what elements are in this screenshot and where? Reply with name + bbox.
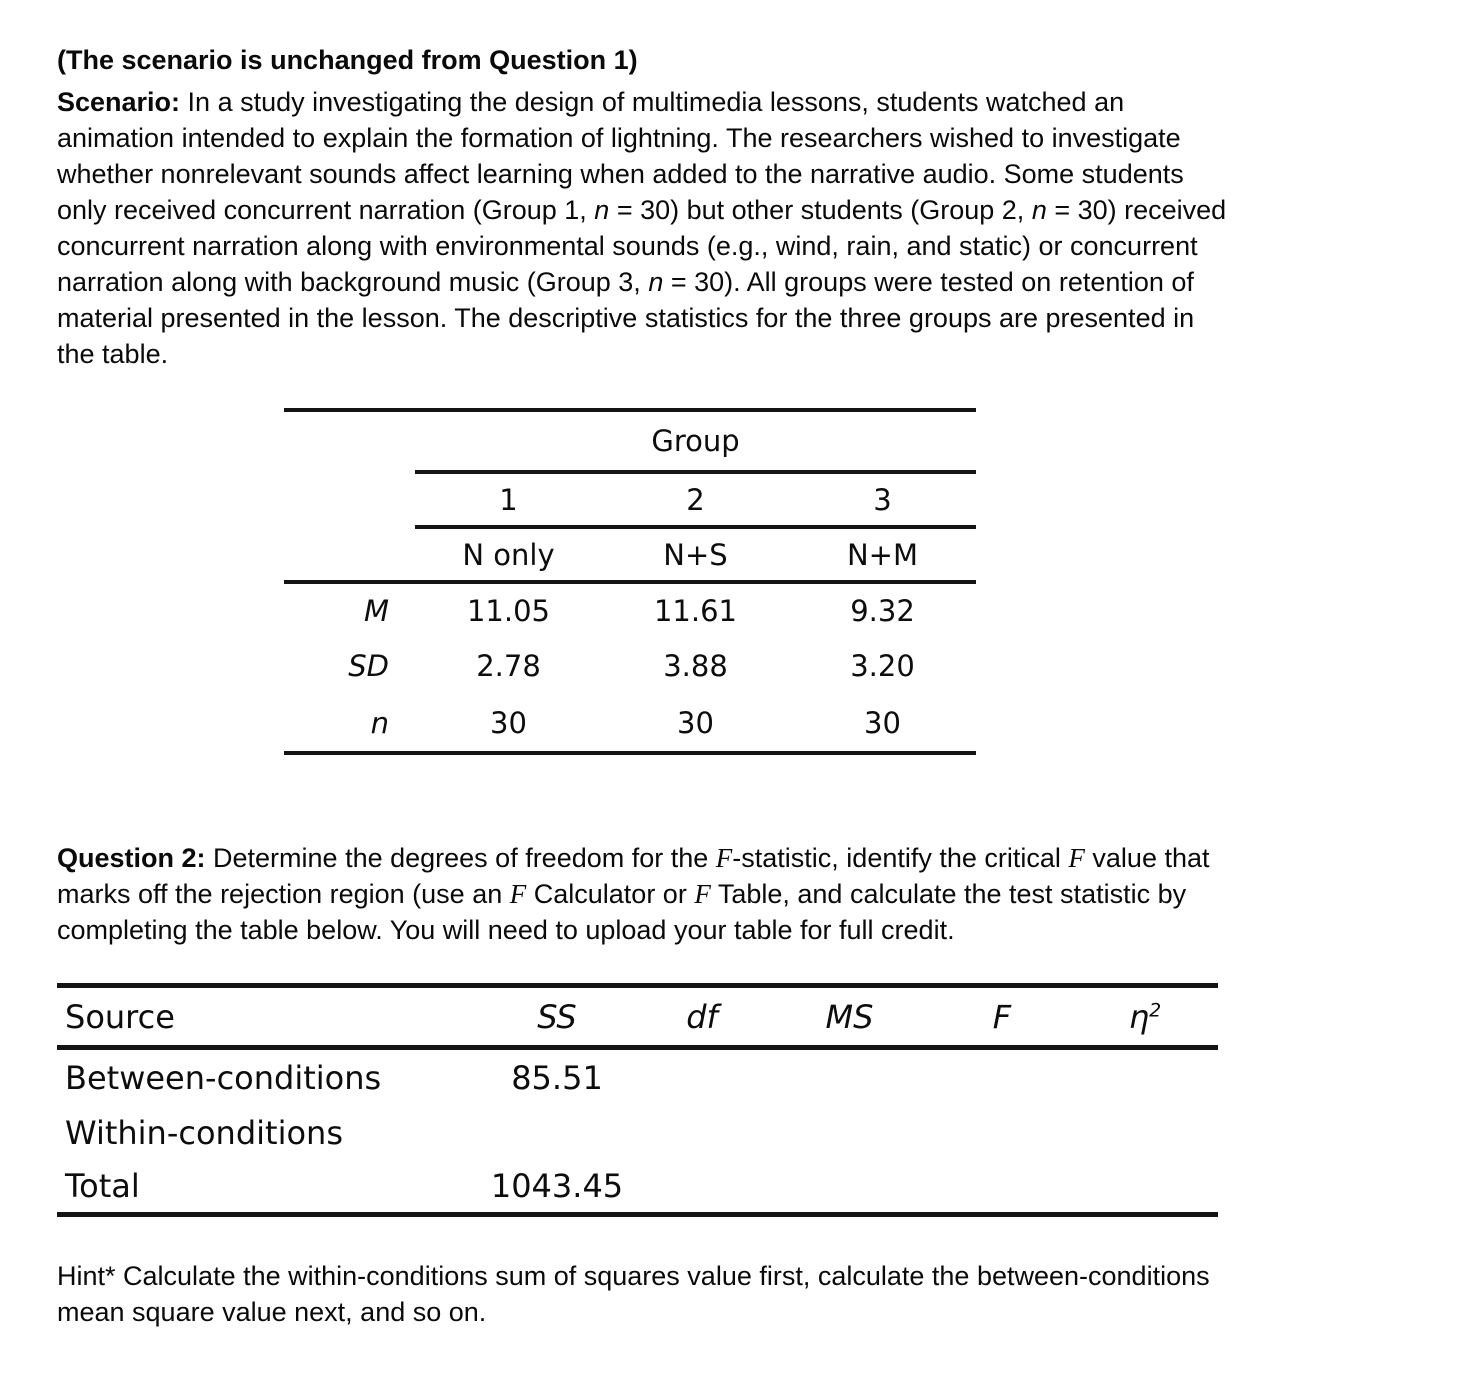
scenario-line: animation intended to explain the formation of lightning. The researchers wished to investigate [57,123,1181,153]
ss-cell: 1043.45 [490,1167,624,1205]
eta-symbol: η [1128,997,1150,1036]
table-row [284,695,976,751]
condition-label-row [284,529,976,580]
stat-label: n [370,706,389,740]
stat-value: 30 [677,706,714,740]
stat-value: 3.20 [850,649,915,683]
condition-label: N+S [663,537,728,572]
header-source: Source [65,997,175,1036]
header-eta-squared [1072,998,1218,1036]
condition-label: N only [462,537,555,572]
header-ss: SS [537,997,577,1036]
scenario-line: narration along with background music (Group 3, n = 30). All groups were tested on retention of [57,267,1194,297]
stat-value: 30 [864,706,901,740]
group-number-row [284,474,976,525]
stat-value: 30 [490,706,527,740]
scenario-line: Scenario: In a study investigating the design of multimedia lessons, students watched an [57,87,1125,117]
scenario-line: material presented in the lesson. The descriptive statistics for the three groups are presented in [57,303,1195,333]
table-group-header-row [284,412,976,470]
question-line: marks off the rejection region (use an F Calculator or F Table, and calculate the test statistic by [57,879,1187,909]
source-cell: Between-conditions [65,1058,382,1097]
stat-value: 3.88 [663,649,728,683]
stat-value: 11.61 [653,593,738,628]
scenario-note-heading: (The scenario is unchanged from Question 1) [57,45,638,75]
scenario-paragraph [57,84,1226,372]
question-line: completing the table below. You will need to upload your table for full credit. [57,915,955,945]
question-paragraph [57,840,1210,948]
condition-label: N+M [846,537,918,572]
anova-table [57,983,1218,1217]
header-df: df [686,997,718,1036]
group-number: 2 [686,482,705,517]
scenario-line: concurrent narration along with environmental sounds (e.g., wind, rain, and static) or concurrent [57,231,1198,261]
scenario-line: the table. [57,339,169,369]
ss-cell: 85.51 [511,1058,603,1097]
source-cell: Within-conditions [65,1113,343,1152]
stat-value: 11.05 [466,593,551,628]
hint-line: mean square value next, and so on. [57,1297,487,1327]
table-rule-bottom [284,751,976,755]
source-cell: Total [65,1167,140,1205]
table-row [284,637,976,695]
question-line: Question 2: Determine the degrees of freedom for the F-statistic, identify the critical F value that [57,843,1210,873]
stat-label: SD [348,649,389,683]
hint-line: Hint* Calculate the within-conditions sum of squares value first, calculate the between-conditions [57,1261,1210,1291]
hint-paragraph [57,1258,1210,1330]
table-row [284,584,976,637]
group-number: 3 [873,482,892,517]
group-number: 1 [499,482,518,517]
descriptives-table [284,408,976,755]
stat-value: 9.32 [850,593,915,628]
scenario-line: whether nonrelevant sounds affect learning when added to the narrative audio. Some students [57,159,1184,189]
header-ms: MS [825,997,874,1036]
anova-row-total [57,1160,1218,1212]
table-rule-bottom [57,1212,1218,1217]
scenario-line: only received concurrent narration (Group 1, n = 30) but other students (Group 2, n = 30) received [57,195,1227,225]
group-header: Group [651,424,740,458]
eta-exponent: 2 [1149,998,1162,1021]
header-f: F [992,997,1012,1036]
anova-header-row [57,988,1218,1045]
anova-row-within [57,1105,1218,1160]
stat-label: M [363,593,389,628]
anova-row-between [57,1050,1218,1105]
stat-value: 2.78 [476,649,541,683]
